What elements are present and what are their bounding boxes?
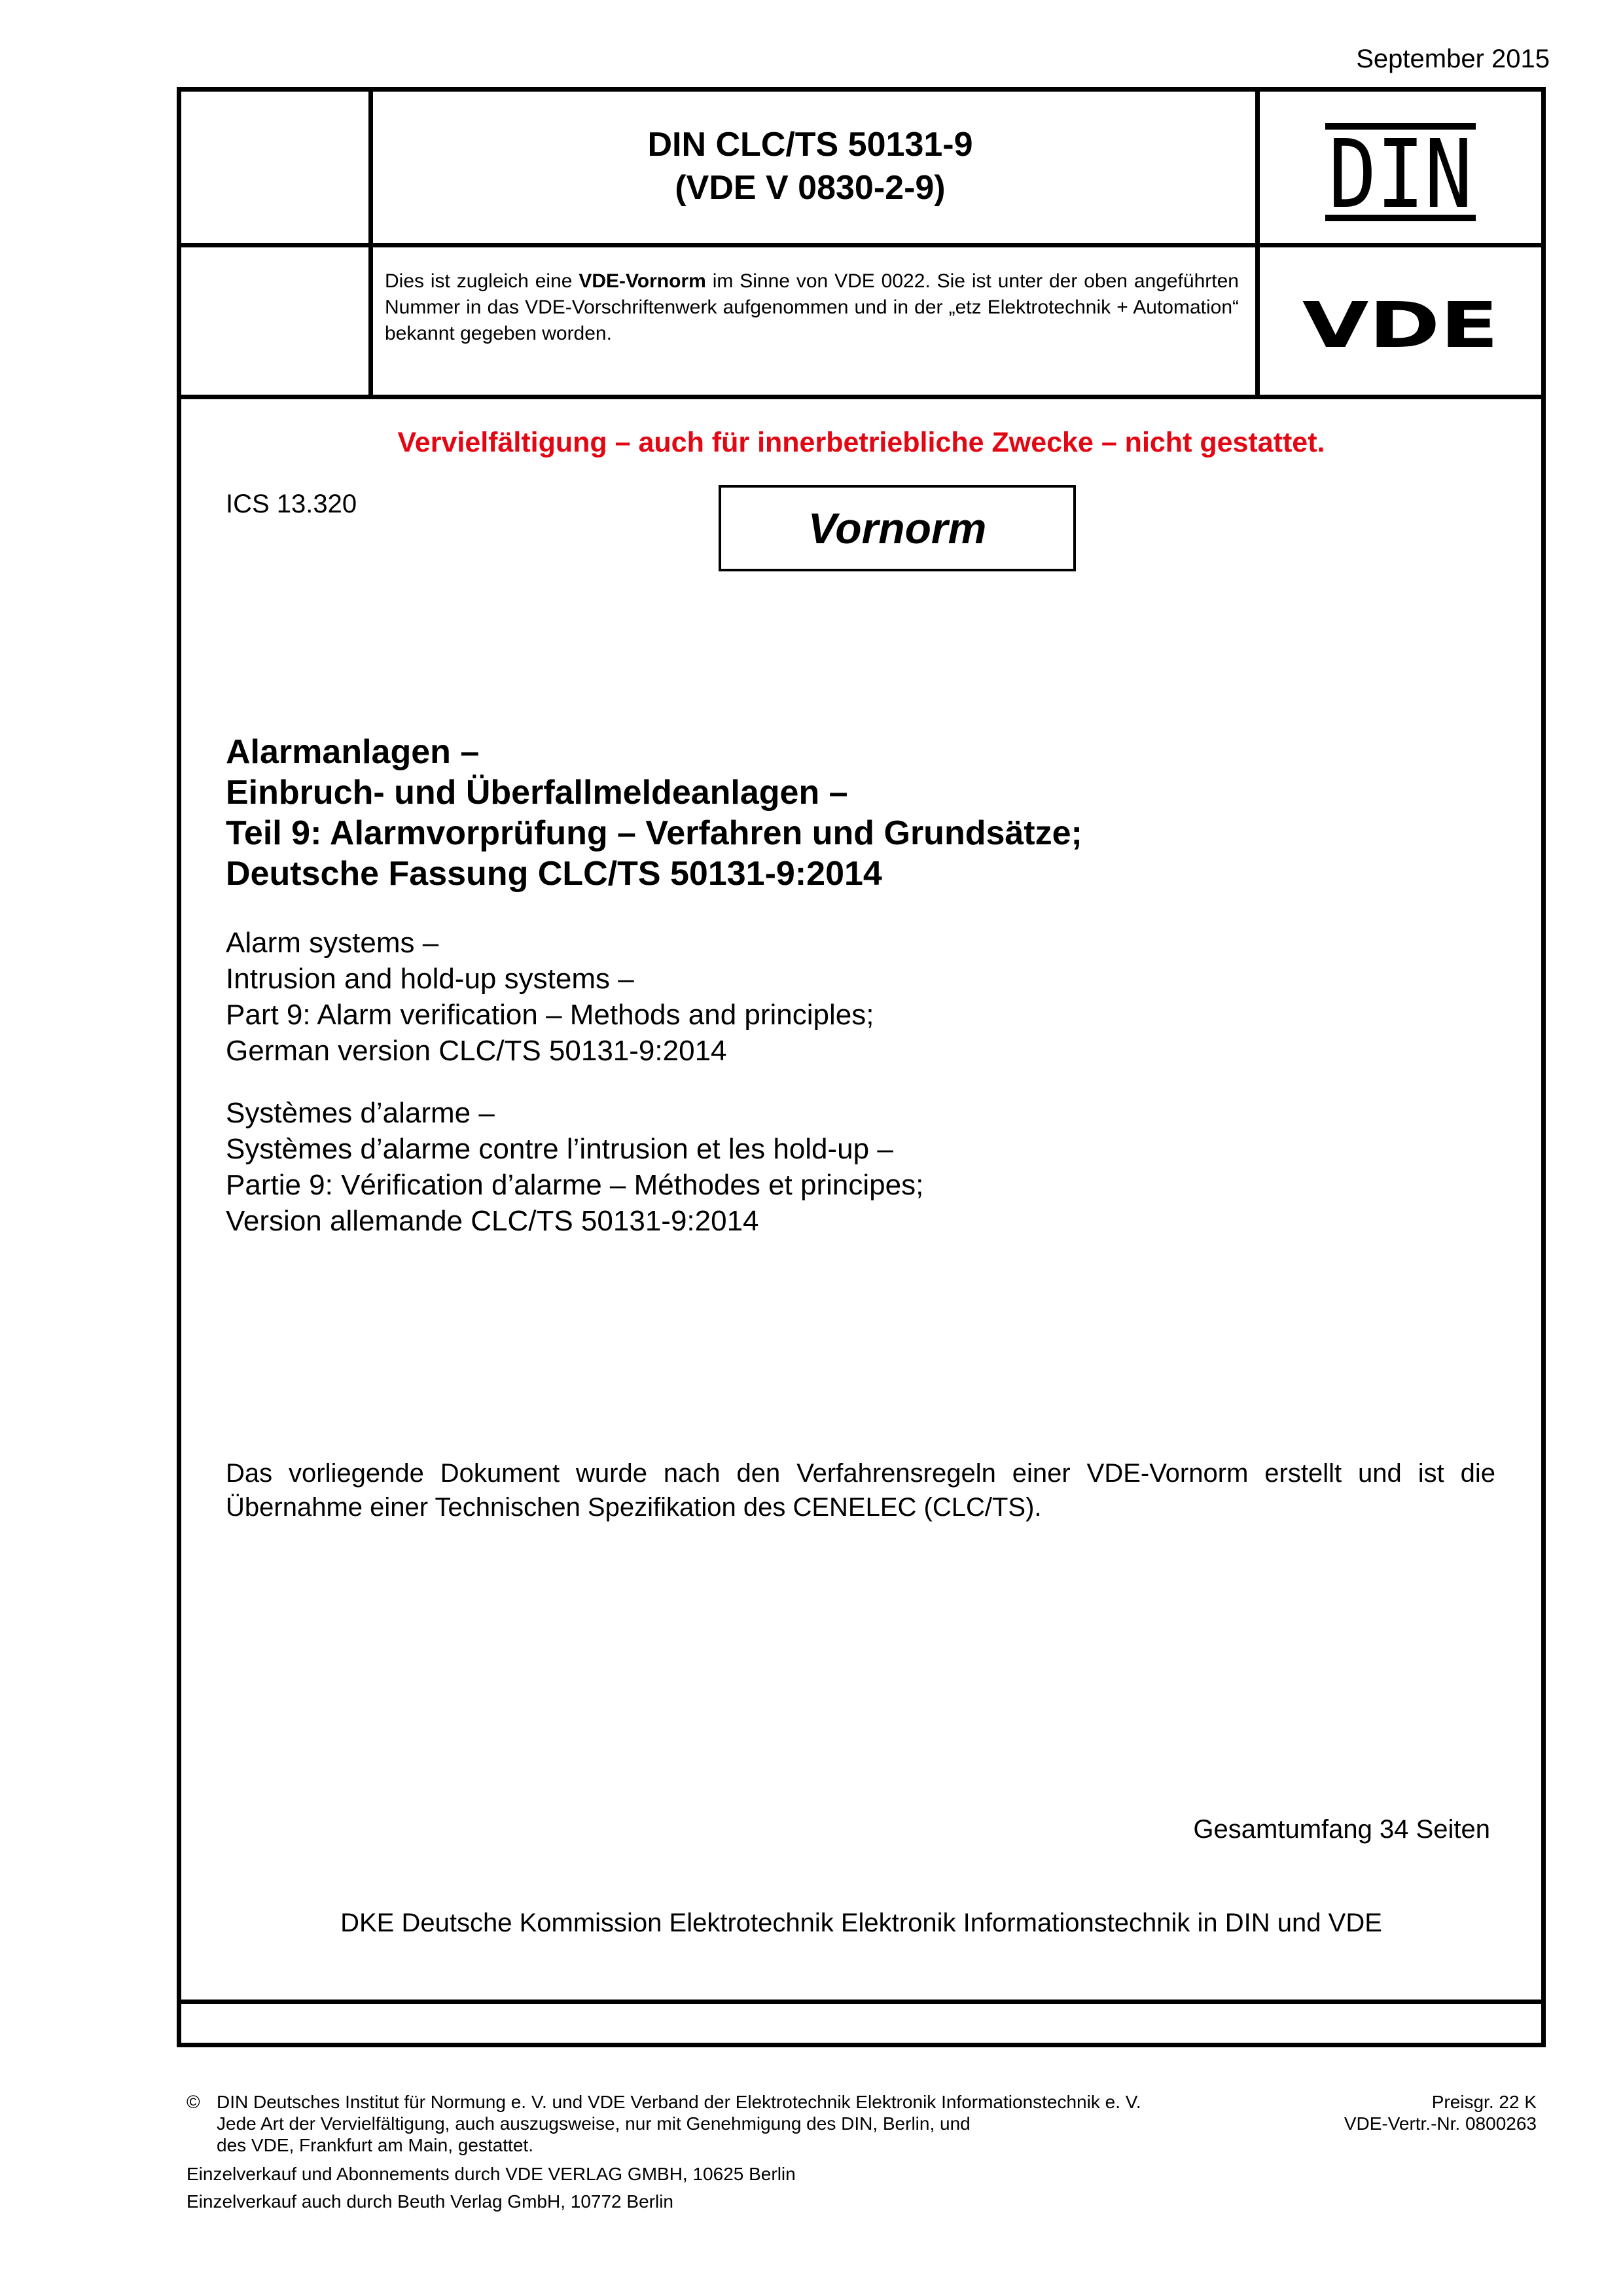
notice-prefix: Dies ist zugleich eine <box>385 270 579 292</box>
title-line: Part 9: Alarm verification – Methods and principles; <box>226 999 874 1031</box>
sales-info-2: Einzelverkauf auch durch Beuth Verlag GmbH, 10772 Berlin <box>187 2191 673 2212</box>
title-english <box>226 925 874 1069</box>
vde-order-number: VDE-Vertr.-Nr. 0800263 <box>1344 2113 1537 2134</box>
title-line: Partie 9: Vérification d’alarme – Méthodes et principes; <box>226 1169 924 1201</box>
copyright-line: des VDE, Frankfurt am Main, gestattet. <box>217 2135 533 2155</box>
ics-code: ICS 13.320 <box>226 490 357 518</box>
title-line: Alarm systems – <box>226 927 439 959</box>
title-line: Intrusion and hold-up systems – <box>226 963 634 995</box>
price-group: Preisgr. 22 K <box>1431 2092 1537 2112</box>
divider <box>181 2000 1541 2004</box>
intro-paragraph: Das vorliegende Dokument wurde nach den Verfahrensregeln einer VDE-Vornorm erstellt und ist die Übernahme einer Technischen Spezifikation des CENELEC (CLC/TS). <box>226 1459 1495 1522</box>
divider <box>181 395 1541 399</box>
title-line: Systèmes d’alarme – <box>226 1097 495 1129</box>
price-info <box>1344 2091 1537 2134</box>
copyright-notice <box>217 2091 1141 2156</box>
reproduction-warning: Vervielfältigung – auch für innerbetriebliche Zwecke – nicht gestattet. <box>397 427 1325 458</box>
title-line: Version allemande CLC/TS 50131-9:2014 <box>226 1205 759 1237</box>
vde-logo <box>1299 289 1502 362</box>
title-line: Teil 9: Alarmvorprüfung – Verfahren und Grundsätze; <box>226 814 1082 852</box>
total-pages: Gesamtumfang 34 Seiten <box>1193 1815 1490 1844</box>
issue-date: September 2015 <box>1356 45 1550 73</box>
title-line: Alarmanlagen – <box>226 733 480 771</box>
notice-suffix: im Sinne von VDE 0022. Sie ist unter der oben angeführten Nummer in das VDE-Vorschriftenwerk aufgenommen und in der „etz Elektrotechnik + Automation“ bekannt gegeben worden. <box>385 270 1239 344</box>
vde-logo-text: VDE <box>1302 289 1499 362</box>
title-line: Deutsche Fassung CLC/TS 50131-9:2014 <box>226 855 882 893</box>
title-line: Einbruch- und Überfallmeldeanlagen – <box>226 774 848 812</box>
document-type-box <box>719 485 1076 571</box>
vde-number: (VDE V 0830-2-9) <box>675 169 946 207</box>
notice-bold: VDE-Vornorm <box>579 270 706 292</box>
din-logo <box>1325 119 1476 229</box>
sales-info-1: Einzelverkauf und Abonnements durch VDE VERLAG GMBH, 10625 Berlin <box>187 2164 796 2184</box>
vde-notice <box>385 268 1239 347</box>
title-german <box>226 732 1082 894</box>
title-line: Systèmes d’alarme contre l’intrusion et les hold-up – <box>226 1133 893 1165</box>
publisher-line: DKE Deutsche Kommission Elektrotechnik Elektronik Informationstechnik in DIN und VDE <box>340 1909 1382 1937</box>
title-line: German version CLC/TS 50131-9:2014 <box>226 1035 727 1067</box>
divider <box>1255 92 1260 397</box>
divider <box>181 243 1541 247</box>
title-french <box>226 1095 923 1239</box>
copyright-line: Jede Art der Vervielfältigung, auch auszugsweise, nur mit Genehmigung des DIN, Berlin, und <box>217 2113 971 2134</box>
document-type: Vornorm <box>808 504 987 552</box>
copyright-symbol: © <box>187 2092 200 2112</box>
copyright-line: DIN Deutsches Institut für Normung e. V. und VDE Verband der Elektrotechnik Elektronik Informationstechnik e. V. <box>217 2092 1141 2112</box>
standard-designation <box>368 123 1252 209</box>
din-logo-text: DIN <box>1329 119 1472 229</box>
standard-number: DIN CLC/TS 50131-9 <box>647 126 973 164</box>
